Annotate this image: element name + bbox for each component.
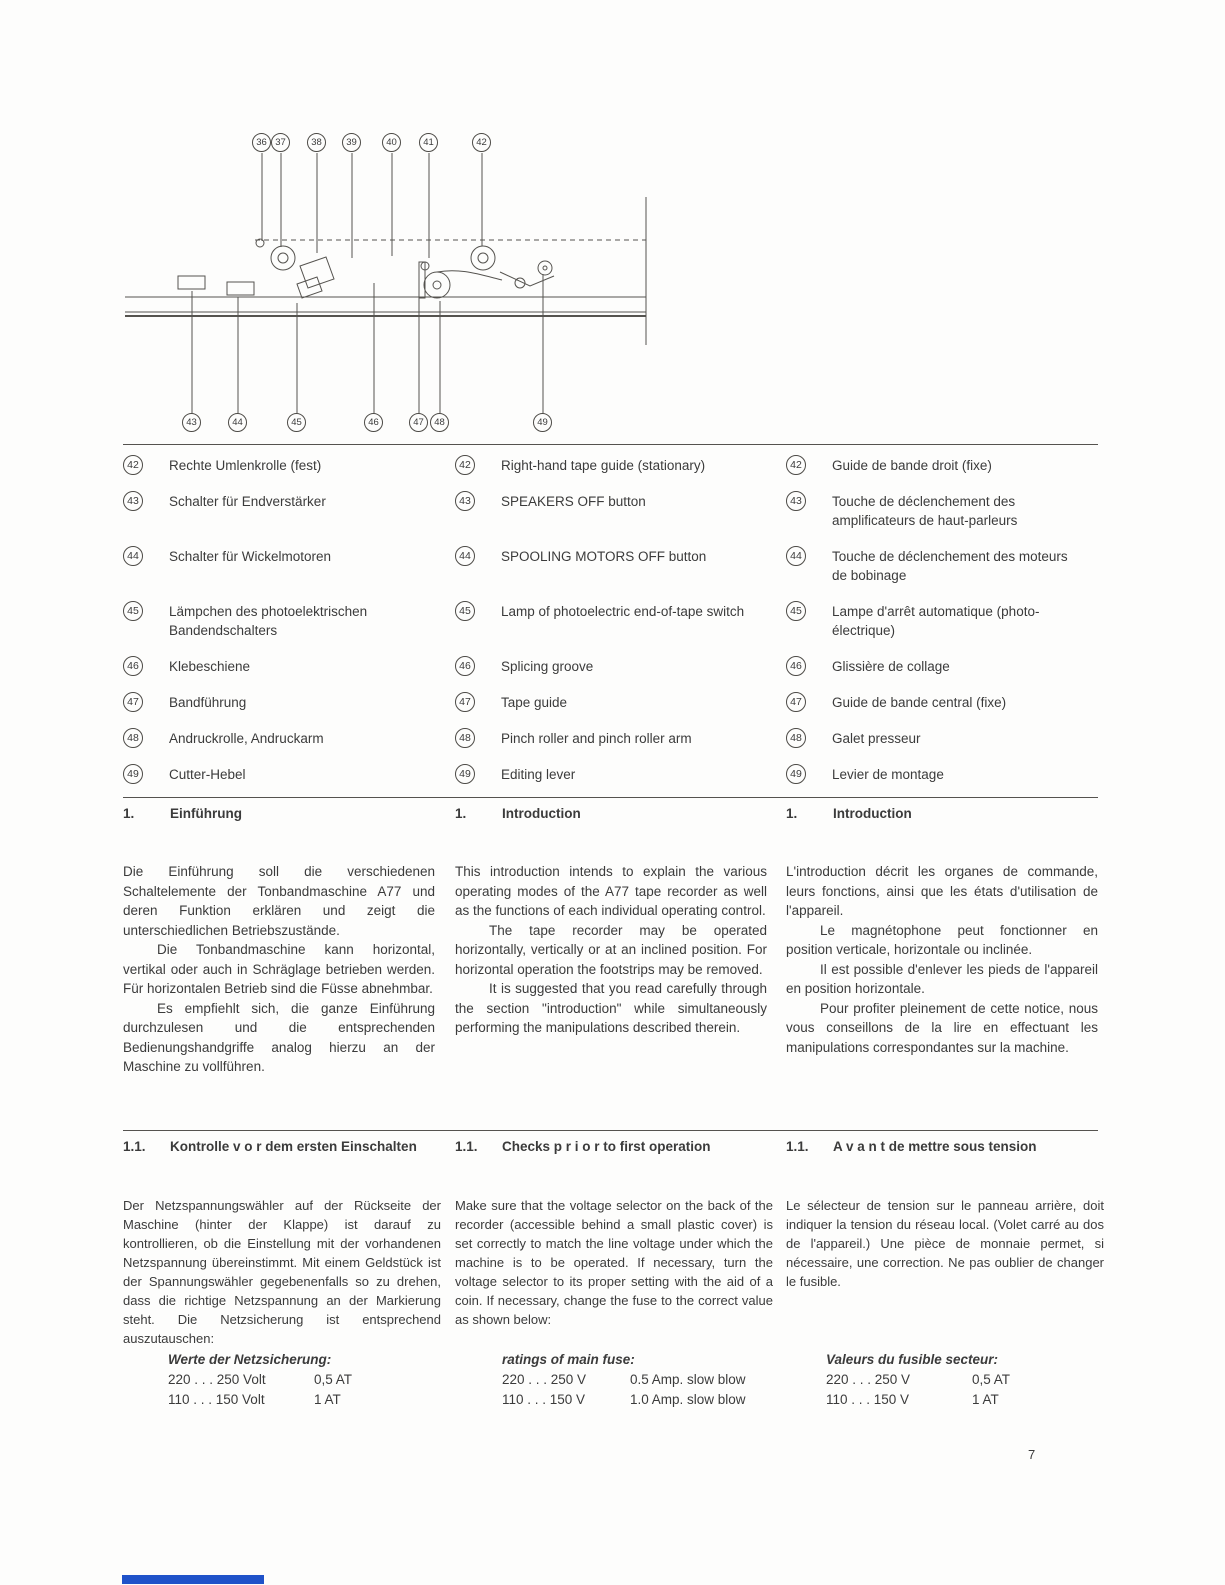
part-entry-en xyxy=(455,547,786,585)
diagram-callout: 39 xyxy=(342,133,361,152)
part-number-badge: 43 xyxy=(455,491,475,511)
part-number-badge: 46 xyxy=(455,656,475,676)
section-number: 1.1. xyxy=(786,1139,809,1154)
part-entry-de xyxy=(123,693,455,712)
part-number-badge: 44 xyxy=(123,546,143,566)
section11-heading-en xyxy=(455,1139,711,1154)
section11-heading-fr xyxy=(786,1139,1037,1154)
part-label: Splicing groove xyxy=(501,659,594,674)
part-entry-de xyxy=(123,547,455,585)
part-entry-en xyxy=(455,456,786,475)
part-entry-en xyxy=(455,602,786,640)
part-label: Rechte Umlenkrolle (fest) xyxy=(169,458,322,473)
section1-heading-en xyxy=(455,806,581,821)
diagram-callout: 42 xyxy=(472,133,491,152)
paragraph: This introduction intends to explain the various operating modes of the A77 tape recorder as well as the functions of each individual operating control. xyxy=(455,864,767,918)
part-label: SPOOLING MOTORS OFF button xyxy=(501,549,707,564)
section-title: Kontrolle v o r dem ersten Einschalten xyxy=(170,1139,417,1154)
paragraph: It is suggested that you read carefully through the section "introduction" while simultaneously performing the manipulations described therein. xyxy=(455,981,767,1035)
paragraph: Die Tonbandmaschine kann horizontal, vertikal oder auch in Schräglage betrieben werden. Für horizontalen Betrieb sind die Füsse abnehmbar. xyxy=(123,942,435,996)
part-number-badge: 49 xyxy=(455,764,475,784)
fuse-value: 1.0 Amp. slow blow xyxy=(630,1392,746,1407)
checks-text-fr xyxy=(786,1196,1104,1291)
part-label: Levier de montage xyxy=(832,767,944,782)
part-label: Lamp of photoelectric end-of-tape switch xyxy=(501,604,745,619)
diagram-callout: 40 xyxy=(382,133,401,152)
section1-heading-de xyxy=(123,806,242,821)
part-number-badge: 45 xyxy=(123,601,143,621)
part-label: Touche de déclenchement des moteurs de bobinage xyxy=(832,549,1068,583)
fuse-value: 0.5 Amp. slow blow xyxy=(630,1372,746,1387)
diagram-callout: 43 xyxy=(182,413,201,432)
paragraph: Es empfiehlt sich, die ganze Einführung durchzulesen und die entsprechenden Bedienungshandgriffe analog hierzu an der Maschine zu vollführen. xyxy=(123,1000,435,1074)
part-entry-de xyxy=(123,602,455,640)
part-number-badge: 44 xyxy=(786,546,806,566)
part-entry-fr xyxy=(786,765,1098,784)
fuse-value: 0,5 AT xyxy=(972,1372,1011,1387)
section-number: 1. xyxy=(455,806,467,821)
section-divider xyxy=(123,444,1098,445)
fuse-value: 1 AT xyxy=(314,1392,341,1407)
part-entry-de xyxy=(123,729,455,748)
fuse-value: 0,5 AT xyxy=(314,1372,353,1387)
section-number: 1. xyxy=(786,806,798,821)
part-label: Cutter-Hebel xyxy=(169,767,246,782)
section-number: 1.1. xyxy=(455,1139,478,1154)
part-entry-de xyxy=(123,657,455,676)
checks-text-de xyxy=(123,1196,441,1348)
part-label: Editing lever xyxy=(501,767,576,782)
tape-deck-line-art xyxy=(0,0,700,470)
part-entry-de xyxy=(123,492,455,530)
part-label: Schalter für Endverstärker xyxy=(169,494,326,509)
fuse-table-fr xyxy=(826,1350,1010,1410)
section-number: 1. xyxy=(123,806,135,821)
part-label: Tape guide xyxy=(501,695,568,710)
section-divider xyxy=(123,797,1098,798)
voltage-range: 110 . . . 150 Volt xyxy=(168,1392,265,1407)
part-label: Schalter für Wickelmotoren xyxy=(169,549,332,564)
part-label: Guide de bande central (fixe) xyxy=(832,695,1007,710)
paragraph: Le sélecteur de tension sur le panneau arrière, doit indiquer la tension du réseau local. (Volet carré au dos de l'appareil.) Une pièce de monnaie permet, si nécessaire, une correction. Ne pas oublier de changer le fusible. xyxy=(786,1198,1104,1289)
part-label: Right-hand tape guide (stationary) xyxy=(501,458,706,473)
diagram-callout: 47 xyxy=(409,413,428,432)
part-label: SPEAKERS OFF button xyxy=(501,494,646,509)
paragraph: L'introduction décrit les organes de commande, leurs fonctions, ainsi que les états d'utilisation de l'appareil. xyxy=(786,864,1098,918)
part-entry-en xyxy=(455,729,786,748)
paragraph: Der Netzspannungswähler auf der Rückseite der Maschine (hinter der Klappe) ist darauf zu kontrollieren, ob die Einstellung mit der vorhandenen Netzspannung übereinstimmt. Mit einem Geldstück ist der Spannungswähler gegebenenfalls so zu drehen, dass die richtige Netzspannung an der Markierung steht. Die Netzsicherung ist entsprechend auszutauschen: xyxy=(123,1198,441,1346)
voltage-range: 220 . . . 250 Volt xyxy=(168,1372,266,1387)
voltage-range: 220 . . . 250 V xyxy=(502,1372,587,1387)
part-entry-en xyxy=(455,765,786,784)
part-label: Pinch roller and pinch roller arm xyxy=(501,731,692,746)
intro-text-en xyxy=(455,862,767,1038)
diagram-callout: 37 xyxy=(271,133,290,152)
fuse-row xyxy=(502,1370,746,1390)
section-divider xyxy=(123,1130,1098,1131)
part-entry-de xyxy=(123,456,455,475)
diagram-callout: 38 xyxy=(307,133,326,152)
section11-heading-de xyxy=(123,1139,417,1154)
part-number-badge: 47 xyxy=(786,692,806,712)
part-number-badge: 42 xyxy=(123,455,143,475)
fuse-table-title: Werte der Netzsicherung: xyxy=(168,1352,332,1367)
section-title: Introduction xyxy=(502,806,581,821)
part-number-badge: 49 xyxy=(123,764,143,784)
part-label: Touche de déclenchement des amplificateurs de haut-parleurs xyxy=(832,494,1018,528)
page-number: 7 xyxy=(1028,1447,1036,1462)
intro-text-fr xyxy=(786,862,1098,1057)
part-label: Andruckrolle, Andruckarm xyxy=(169,731,324,746)
diagram-callout: 41 xyxy=(419,133,438,152)
part-number-badge: 47 xyxy=(455,692,475,712)
diagram-callout: 49 xyxy=(533,413,552,432)
paragraph: Pour profiter pleinement de cette notice, nous vous conseillons de la lire en effectuant les manipulations correspondantes sur la machine. xyxy=(786,1000,1098,1055)
part-entry-en xyxy=(455,492,786,530)
section-title: Checks p r i o r to first operation xyxy=(502,1139,711,1154)
part-entry-fr xyxy=(786,602,1098,640)
section-title: Einführung xyxy=(170,806,242,821)
part-entry-de xyxy=(123,765,455,784)
part-number-badge: 48 xyxy=(786,728,806,748)
section-title: Introduction xyxy=(833,806,912,821)
part-number-badge: 45 xyxy=(455,601,475,621)
part-label: Glissière de collage xyxy=(832,659,950,674)
fuse-row xyxy=(168,1370,352,1390)
part-number-badge: 42 xyxy=(786,455,806,475)
paragraph: The tape recorder may be operated horizontally, vertically or at an inclined position. For horizontal operation the footstrips may be removed. xyxy=(455,922,767,977)
part-label: Bandführung xyxy=(169,695,247,710)
part-entry-fr xyxy=(786,729,1098,748)
checks-text-en xyxy=(455,1196,773,1329)
voltage-range: 220 . . . 250 V xyxy=(826,1372,911,1387)
part-label: Lämpchen des photoelektrischen Bandendschalters xyxy=(169,604,368,638)
part-label: Klebeschiene xyxy=(169,659,251,674)
diagram-callout: 44 xyxy=(228,413,247,432)
part-number-badge: 48 xyxy=(123,728,143,748)
part-number-badge: 46 xyxy=(786,656,806,676)
fuse-row xyxy=(826,1390,1010,1410)
fuse-table-title: ratings of main fuse: xyxy=(502,1352,635,1367)
fuse-table-title: Valeurs du fusible secteur: xyxy=(826,1352,999,1367)
diagram-callout: 48 xyxy=(430,413,449,432)
parts-list xyxy=(123,456,1098,784)
fuse-table-de xyxy=(168,1350,352,1410)
part-entry-fr xyxy=(786,492,1098,530)
fuse-row xyxy=(826,1370,1010,1390)
section1-heading-fr xyxy=(786,806,912,821)
part-number-badge: 42 xyxy=(455,455,475,475)
diagram-callout: 45 xyxy=(287,413,306,432)
paragraph: Die Einführung soll die verschiedenen Schaltelemente der Tonbandmaschine A77 und deren Funktion erklären und zeigt die unterschiedlichen Betriebszustände. xyxy=(123,864,435,938)
voltage-range: 110 . . . 150 V xyxy=(826,1392,910,1407)
part-number-badge: 47 xyxy=(123,692,143,712)
intro-text-de xyxy=(123,862,435,1077)
paragraph: Make sure that the voltage selector on the back of the recorder (accessible behind a small plastic cover) is set correctly to match the line voltage under which the machine is to be operated. If necessary, turn the voltage selector to its proper setting with the aid of a coin. If necessary, change the fuse to the correct value as shown below: xyxy=(455,1198,773,1327)
fuse-value: 1 AT xyxy=(972,1392,999,1407)
part-label: Lampe d'arrêt automatique (photo-électrique) xyxy=(832,604,1040,638)
fuse-table-en xyxy=(502,1350,746,1410)
part-number-badge: 43 xyxy=(786,491,806,511)
part-entry-en xyxy=(455,693,786,712)
part-number-badge: 45 xyxy=(786,601,806,621)
part-entry-fr xyxy=(786,657,1098,676)
fuse-row xyxy=(168,1390,352,1410)
fuse-row xyxy=(502,1390,746,1410)
part-number-badge: 43 xyxy=(123,491,143,511)
part-number-badge: 44 xyxy=(455,546,475,566)
part-entry-fr xyxy=(786,456,1098,475)
part-number-badge: 46 xyxy=(123,656,143,676)
part-entry-fr xyxy=(786,693,1098,712)
voltage-range: 110 . . . 150 V xyxy=(502,1392,586,1407)
diagram-callout: 46 xyxy=(364,413,383,432)
part-label: Guide de bande droit (fixe) xyxy=(832,458,992,473)
diagram-callout: 36 xyxy=(252,133,271,152)
scan-artifact-bar xyxy=(122,1575,264,1584)
paragraph: Il est possible d'enlever les pieds de l'appareil en position horizontale. xyxy=(786,961,1098,996)
paragraph: Le magnétophone peut fonctionner en position verticale, horizontale ou inclinée. xyxy=(786,922,1098,957)
part-label: Galet presseur xyxy=(832,731,921,746)
part-entry-fr xyxy=(786,547,1098,585)
part-number-badge: 48 xyxy=(455,728,475,748)
part-number-badge: 49 xyxy=(786,764,806,784)
section-title: A v a n t de mettre sous tension xyxy=(833,1139,1037,1154)
part-entry-en xyxy=(455,657,786,676)
section-number: 1.1. xyxy=(123,1139,146,1154)
